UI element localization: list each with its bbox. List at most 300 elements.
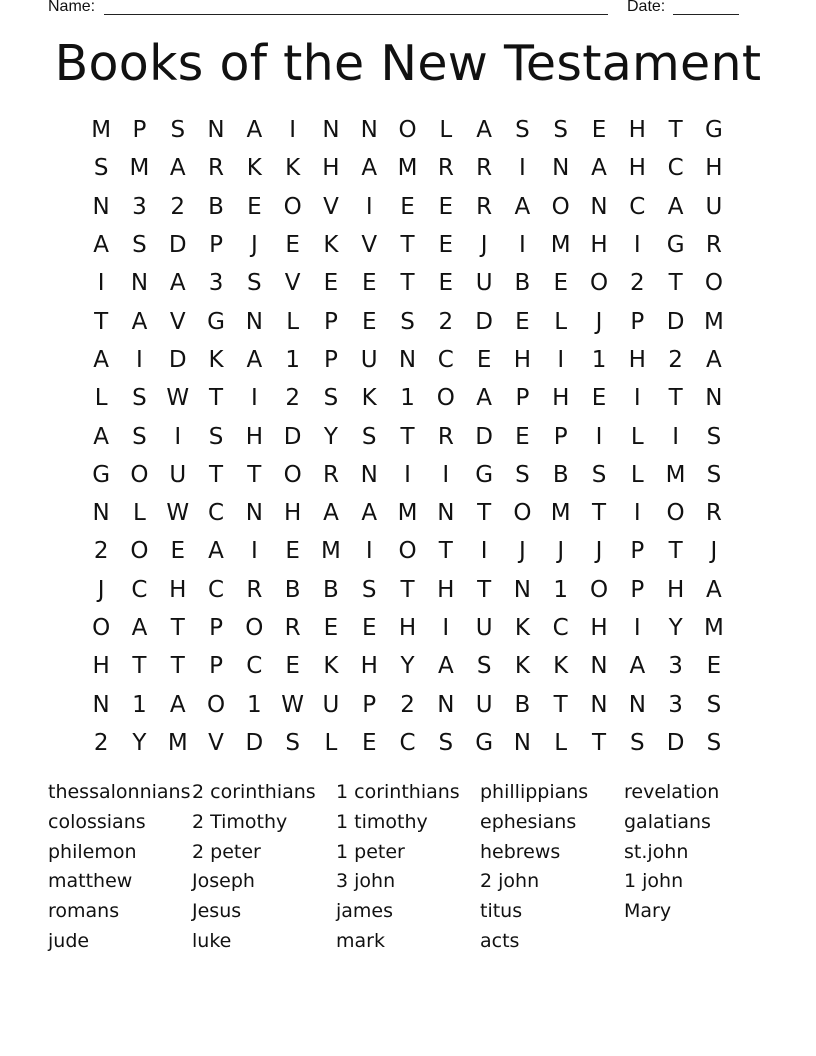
grid-letter: N xyxy=(92,500,110,527)
grid-letter: A xyxy=(706,576,722,603)
grid-letter: S xyxy=(553,117,569,144)
grid-letter: L xyxy=(133,500,146,527)
grid-letter: C xyxy=(399,729,416,756)
grid-letter: T xyxy=(247,461,262,488)
grid-letter: I xyxy=(442,461,450,488)
grid-letter: I xyxy=(250,385,258,412)
grid-letter: A xyxy=(208,538,224,565)
grid-letter: P xyxy=(132,117,147,144)
grid-letter: 2 xyxy=(629,270,645,297)
word-list-item: mark xyxy=(336,929,385,952)
grid-letter: S xyxy=(438,729,454,756)
grid-letter: S xyxy=(706,461,722,488)
grid-letter: J xyxy=(557,538,565,565)
word-list-item: ephesians xyxy=(480,810,577,833)
word-list-item: titus xyxy=(480,900,523,923)
word-list-item: 2 peter xyxy=(192,840,261,863)
grid-letter: S xyxy=(323,385,339,412)
grid-letter: R xyxy=(437,155,454,182)
grid-letter: U xyxy=(705,193,723,220)
grid-letter: S xyxy=(132,232,147,259)
grid-letter: S xyxy=(361,576,377,603)
grid-letter: E xyxy=(285,653,300,680)
grid-letter: O xyxy=(245,615,264,641)
grid-letter: M xyxy=(321,538,341,565)
grid-letter: T xyxy=(400,232,415,259)
word-list-item: 2 john xyxy=(480,870,540,893)
grid-letter: E xyxy=(553,270,568,297)
grid-letter: S xyxy=(400,308,415,335)
grid-letter: I xyxy=(174,423,182,450)
grid-letter: A xyxy=(476,385,492,412)
grid-letter: 3 xyxy=(208,270,224,297)
grid-letter: G xyxy=(475,461,494,488)
grid-letter: K xyxy=(285,155,301,182)
grid-letter: A xyxy=(361,155,378,182)
grid-letter: H xyxy=(552,385,570,412)
page-title: Books of the New Testament xyxy=(54,35,762,92)
grid-letter: 1 xyxy=(247,691,262,718)
grid-letter: B xyxy=(552,461,569,488)
grid-letter: O xyxy=(589,270,609,297)
grid-letter: I xyxy=(633,615,641,641)
date-label: Date: xyxy=(627,0,666,15)
grid-letter: U xyxy=(360,346,378,373)
grid-letter: E xyxy=(170,538,186,565)
grid-letter: E xyxy=(361,615,377,641)
grid-letter: R xyxy=(705,232,722,259)
grid-letter: H xyxy=(245,423,263,450)
grid-letter: G xyxy=(207,308,225,335)
grid-letter: L xyxy=(94,385,108,412)
grid-letter: I xyxy=(442,615,450,641)
grid-letter: I xyxy=(519,155,526,182)
date-blank-line xyxy=(673,14,739,15)
word-list-item: 1 timothy xyxy=(336,810,428,833)
grid-letter: K xyxy=(514,615,530,641)
grid-letter: H xyxy=(92,653,110,680)
grid-letter: A xyxy=(246,346,263,373)
grid-letter: D xyxy=(168,346,187,373)
grid-letter: S xyxy=(706,729,722,756)
grid-letter: I xyxy=(404,461,411,488)
grid-letter: E xyxy=(476,346,492,373)
grid-letter: M xyxy=(91,117,112,144)
grid-letter: E xyxy=(361,729,377,756)
grid-letter: P xyxy=(515,385,530,412)
word-list-item: jude xyxy=(48,929,90,952)
grid-letter: J xyxy=(710,538,718,565)
grid-letter: P xyxy=(630,308,645,335)
grid-letter: R xyxy=(476,193,493,220)
grid-letter: A xyxy=(437,653,454,680)
grid-letter: O xyxy=(666,500,685,527)
grid-letter: 3 xyxy=(132,193,147,220)
grid-letter: D xyxy=(168,232,187,259)
grid-letter: N xyxy=(437,500,455,527)
word-list-item: colossians xyxy=(48,810,146,833)
grid-letter: I xyxy=(557,346,565,373)
grid-letter: T xyxy=(438,538,453,565)
grid-letter: K xyxy=(323,232,339,259)
grid-letter: H xyxy=(322,155,340,182)
grid-letter: C xyxy=(552,615,569,641)
grid-letter: A xyxy=(476,117,492,144)
grid-letter: K xyxy=(208,346,224,373)
grid-letter: I xyxy=(289,117,297,144)
grid-letter: R xyxy=(476,155,493,182)
grid-letter: H xyxy=(590,615,608,641)
word-list-item: revelation xyxy=(624,781,720,803)
grid-letter: W xyxy=(166,500,190,527)
word-list-item: 1 john xyxy=(624,870,684,893)
grid-letter: O xyxy=(92,615,111,641)
grid-letter: 3 xyxy=(668,653,683,680)
grid-letter: E xyxy=(438,270,454,297)
grid-letter: J xyxy=(97,576,105,603)
word-list-item: galatians xyxy=(624,810,711,833)
grid-letter: L xyxy=(554,308,568,335)
grid-letter: E xyxy=(361,308,377,335)
grid-letter: 2 xyxy=(438,308,454,335)
grid-letter: T xyxy=(170,615,185,641)
grid-letter: E xyxy=(361,270,377,297)
grid-letter: P xyxy=(209,653,223,680)
grid-letter: U xyxy=(475,615,493,641)
grid-letter: T xyxy=(591,729,607,756)
grid-letter: E xyxy=(285,232,300,259)
grid-letter: C xyxy=(437,346,454,373)
grid-letter: A xyxy=(514,193,531,220)
grid-letter: W xyxy=(166,385,190,412)
grid-letter: N xyxy=(590,691,608,718)
grid-letter: C xyxy=(667,155,684,182)
grid-letter: N xyxy=(245,308,263,335)
grid-letter: H xyxy=(283,500,302,527)
grid-letter: B xyxy=(323,576,339,603)
grid-letter: R xyxy=(705,500,722,527)
word-list-item: phillippians xyxy=(480,781,589,803)
grid-letter: T xyxy=(591,500,607,527)
word-list-item: Mary xyxy=(624,900,672,923)
word-list-item: Jesus xyxy=(192,900,242,923)
grid-letter: J xyxy=(595,538,603,565)
grid-letter: H xyxy=(169,576,187,603)
word-list xyxy=(48,778,768,957)
grid-letter: J xyxy=(595,308,603,335)
grid-letter: E xyxy=(323,615,339,641)
grid-letter: R xyxy=(246,576,263,603)
grid-letter: T xyxy=(400,423,415,450)
grid-letter: S xyxy=(515,117,530,144)
word-list-item: matthew xyxy=(48,870,133,893)
grid-letter: I xyxy=(365,193,373,220)
grid-letter: V xyxy=(361,232,378,259)
grid-letter: O xyxy=(130,461,149,488)
grid-letter: I xyxy=(97,270,105,297)
grid-letter: N xyxy=(92,193,110,220)
grid-letter: S xyxy=(361,423,377,450)
word-list-item: thessalonnians xyxy=(48,781,191,803)
word-list-item: 3 john xyxy=(336,870,396,893)
grid-letter: A xyxy=(629,653,646,680)
grid-letter: M xyxy=(397,500,418,527)
grid-letter: E xyxy=(438,232,454,259)
grid-letter: H xyxy=(666,576,685,603)
grid-letter: L xyxy=(439,117,453,144)
grid-letter: G xyxy=(475,729,494,756)
grid-letter: I xyxy=(365,538,373,565)
grid-letter: T xyxy=(209,385,224,412)
grid-letter: Y xyxy=(668,615,683,641)
grid-letter: I xyxy=(633,500,641,527)
grid-letter: 1 xyxy=(553,576,569,603)
grid-letter: N xyxy=(245,500,263,527)
grid-letter: E xyxy=(400,193,415,220)
word-list-item: 1 corinthians xyxy=(336,781,460,803)
grid-letter: O xyxy=(513,500,532,527)
grid-letter: P xyxy=(630,538,645,565)
grid-letter: I xyxy=(633,385,641,412)
grid-letter: D xyxy=(475,423,493,450)
grid-letter: I xyxy=(595,423,603,450)
grid-letter: P xyxy=(209,615,223,641)
grid-letter: A xyxy=(323,500,339,527)
grid-letter: T xyxy=(94,308,109,335)
grid-letter: U xyxy=(322,691,340,718)
grid-letter: G xyxy=(704,117,723,144)
grid-letter: 2 xyxy=(93,538,109,565)
letter-grid xyxy=(82,111,733,762)
grid-letter: M xyxy=(167,729,188,756)
grid-letter: M xyxy=(397,155,418,182)
grid-letter: S xyxy=(706,691,722,718)
grid-letter: T xyxy=(477,576,492,603)
grid-letter: T xyxy=(400,576,415,603)
grid-letter: O xyxy=(130,538,149,565)
grid-letter: V xyxy=(323,193,339,220)
grid-letter: 3 xyxy=(668,691,683,718)
grid-letter: L xyxy=(286,308,300,335)
grid-letter: J xyxy=(480,232,488,259)
grid-letter: S xyxy=(515,461,530,488)
grid-letter: S xyxy=(247,270,262,297)
grid-letter: R xyxy=(208,155,225,182)
grid-letter: K xyxy=(246,155,262,182)
grid-letter: O xyxy=(283,461,302,488)
grid-letter: Y xyxy=(400,653,415,680)
grid-letter: N xyxy=(628,691,646,718)
grid-letter: N xyxy=(437,691,455,718)
grid-letter: C xyxy=(208,500,225,527)
grid-letter: S xyxy=(630,729,645,756)
word-list-item: 1 peter xyxy=(336,840,405,863)
grid-letter: N xyxy=(360,117,378,144)
grid-letter: O xyxy=(704,270,723,297)
grid-letter: G xyxy=(666,232,685,259)
word-list-item: romans xyxy=(48,900,120,923)
grid-letter: M xyxy=(665,461,686,488)
grid-letter: A xyxy=(131,615,148,641)
grid-letter: V xyxy=(284,270,301,297)
grid-letter: N xyxy=(513,729,532,756)
grid-letter: T xyxy=(477,500,492,527)
grid-letter: A xyxy=(93,346,110,373)
grid-letter: O xyxy=(398,117,417,144)
grid-letter: O xyxy=(589,576,609,603)
grid-letter: C xyxy=(629,193,646,220)
grid-letter: R xyxy=(437,423,454,450)
grid-letter: N xyxy=(590,193,608,220)
worksheet-header xyxy=(0,0,816,18)
grid-letter: S xyxy=(132,385,147,412)
grid-letter: T xyxy=(668,117,683,144)
grid-letter: 2 xyxy=(285,385,300,412)
grid-letter: M xyxy=(703,308,724,335)
word-list-item: hebrews xyxy=(480,840,561,863)
grid-letter: K xyxy=(361,385,377,412)
grid-letter: R xyxy=(284,615,301,641)
grid-letter: I xyxy=(672,423,679,450)
grid-letter: H xyxy=(513,346,532,373)
grid-letter: O xyxy=(436,385,455,412)
grid-letter: J xyxy=(519,538,526,565)
grid-letter: 2 xyxy=(93,729,109,756)
grid-letter: M xyxy=(703,615,724,641)
grid-letter: O xyxy=(398,538,417,565)
grid-letter: E xyxy=(323,270,339,297)
word-list-item: philemon xyxy=(48,840,137,863)
grid-letter: E xyxy=(515,423,530,450)
grid-letter: N xyxy=(552,155,570,182)
grid-letter: O xyxy=(283,193,302,220)
grid-letter: L xyxy=(630,423,644,450)
grid-letter: J xyxy=(250,232,258,259)
grid-letter: 1 xyxy=(591,346,607,373)
grid-letter: B xyxy=(208,193,224,220)
grid-letter: A xyxy=(361,500,378,527)
grid-letter: M xyxy=(550,500,571,527)
grid-letter: A xyxy=(93,423,110,450)
grid-letter: D xyxy=(475,308,493,335)
grid-letter: P xyxy=(553,423,568,450)
grid-letter: H xyxy=(360,653,378,680)
grid-letter: S xyxy=(591,461,607,488)
grid-letter: N xyxy=(322,117,340,144)
grid-letter: E xyxy=(247,193,262,220)
word-list-item: st.john xyxy=(624,840,689,863)
grid-letter: H xyxy=(628,117,646,144)
grid-letter: E xyxy=(438,193,454,220)
grid-letter: H xyxy=(628,346,646,373)
grid-letter: Y xyxy=(323,423,338,450)
grid-letter: D xyxy=(283,423,302,450)
name-blank-line xyxy=(104,14,608,15)
grid-letter: P xyxy=(323,346,338,373)
grid-letter: 1 xyxy=(400,385,415,412)
grid-letter: Y xyxy=(132,729,147,756)
grid-letter: T xyxy=(553,691,568,718)
grid-letter: K xyxy=(323,653,339,680)
grid-letter: C xyxy=(208,576,225,603)
grid-letter: S xyxy=(285,729,300,756)
grid-letter: N xyxy=(92,691,110,718)
grid-letter: C xyxy=(246,653,263,680)
grid-letter: A xyxy=(93,232,110,259)
grid-letter: U xyxy=(475,691,493,718)
grid-letter: B xyxy=(284,576,301,603)
grid-letter: 2 xyxy=(668,346,683,373)
grid-letter: N xyxy=(398,346,417,373)
grid-letter: 1 xyxy=(132,691,147,718)
grid-letter: D xyxy=(666,729,685,756)
grid-letter: M xyxy=(129,155,150,182)
grid-letter: P xyxy=(209,232,223,259)
word-list-item: james xyxy=(336,900,394,923)
grid-letter: N xyxy=(207,117,225,144)
grid-letter: T xyxy=(400,270,415,297)
grid-letter: E xyxy=(591,385,607,412)
grid-letter: N xyxy=(513,576,532,603)
grid-letter: N xyxy=(360,461,378,488)
grid-letter: T xyxy=(170,653,185,680)
grid-letter: N xyxy=(130,270,149,297)
word-list-item: 2 corinthians xyxy=(192,781,316,803)
word-list-item: acts xyxy=(480,929,520,952)
grid-letter: E xyxy=(706,653,722,680)
grid-letter: S xyxy=(170,117,186,144)
grid-letter: D xyxy=(245,729,264,756)
grid-letter: N xyxy=(705,385,723,412)
grid-letter: I xyxy=(136,346,143,373)
grid-letter: G xyxy=(92,461,111,488)
grid-letter: A xyxy=(706,346,722,373)
grid-letter: W xyxy=(281,691,304,718)
grid-letter: L xyxy=(324,729,338,756)
grid-letter: M xyxy=(550,232,571,259)
grid-letter: H xyxy=(398,615,417,641)
grid-letter: A xyxy=(131,308,148,335)
grid-letter: 1 xyxy=(285,346,300,373)
word-list-item: luke xyxy=(192,929,232,952)
grid-letter: E xyxy=(285,538,300,565)
grid-letter: I xyxy=(633,232,641,259)
grid-letter: 2 xyxy=(170,193,186,220)
grid-letter: U xyxy=(169,461,187,488)
grid-letter: I xyxy=(519,232,526,259)
grid-letter: T xyxy=(132,653,147,680)
grid-letter: R xyxy=(322,461,339,488)
grid-letter: E xyxy=(591,117,607,144)
name-label: Name: xyxy=(48,0,96,15)
grid-letter: A xyxy=(667,193,684,220)
grid-letter: V xyxy=(208,729,224,756)
grid-letter: S xyxy=(93,155,109,182)
grid-letter: S xyxy=(706,423,722,450)
grid-letter: O xyxy=(206,691,226,718)
grid-letter: L xyxy=(554,729,568,756)
grid-letter: A xyxy=(246,117,263,144)
grid-letter: U xyxy=(475,270,493,297)
grid-letter: H xyxy=(590,232,608,259)
grid-letter: P xyxy=(362,691,377,718)
grid-letter: A xyxy=(591,155,607,182)
word-list-item: 2 Timothy xyxy=(192,810,288,833)
grid-letter: T xyxy=(668,270,683,297)
grid-letter: E xyxy=(515,308,530,335)
grid-letter: I xyxy=(480,538,488,565)
grid-letter: A xyxy=(169,691,186,718)
